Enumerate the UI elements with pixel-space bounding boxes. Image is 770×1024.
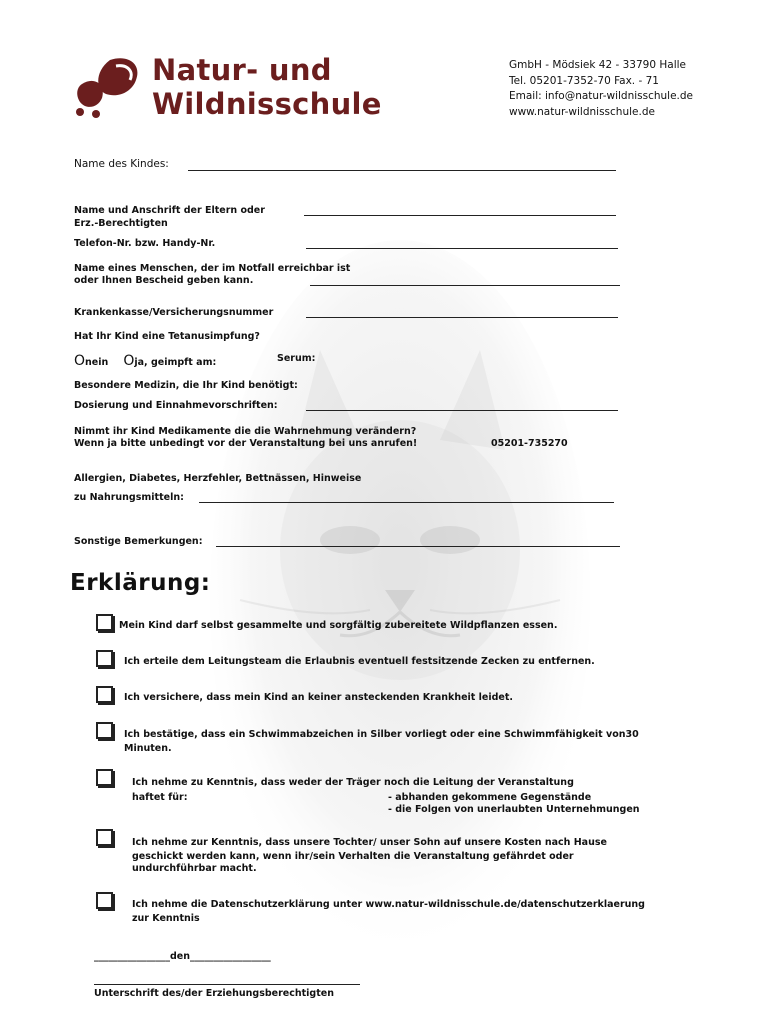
statement-ticks: Ich erteile dem Leitungsteam die Erlaubnis eventuell festsitzende Zecken zu entfernen. xyxy=(124,656,595,667)
allergies-label-line1: Allergien, Diabetes, Herzfehler, Bettnässen, Hinweise xyxy=(74,473,362,484)
declaration-title: Erklärung: xyxy=(70,570,211,596)
signature-field[interactable] xyxy=(94,984,360,985)
signature-caption: Unterschrift des/der Erziehungsberechtigten xyxy=(94,988,334,999)
statement-health: Ich versichere, dass mein Kind an keiner ansteckenden Krankheit leidet. xyxy=(124,692,514,703)
date-line xyxy=(94,950,271,963)
contact-address: GmbH - Mödsiek 42 - 33790 Halle xyxy=(509,59,686,71)
parents-field[interactable] xyxy=(304,215,616,216)
statement-send-home-line3: undurchführbar macht. xyxy=(132,863,257,874)
child-name-label: Name des Kindes: xyxy=(74,158,169,170)
den-label: den xyxy=(170,951,191,962)
checkbox-ticks[interactable] xyxy=(96,650,113,667)
statement-privacy-line1: Ich nehme die Datenschutzerklärung unter www.natur-wildnisschule.de/datenschutzerklaerung xyxy=(132,899,645,910)
emergency-label-line2: oder Ihnen Bescheid geben kann. xyxy=(74,275,254,286)
logo-line2: Wildnisschule xyxy=(152,87,382,121)
emergency-label-line1: Name eines Menschen, der im Notfall erreichbar ist xyxy=(74,263,351,274)
statement-send-home-line1: Ich nehme zur Kenntnis, dass unsere Tochter/ unser Sohn auf unsere Kosten nach Hause xyxy=(132,837,607,848)
emergency-field[interactable] xyxy=(310,285,620,286)
parents-label-line2: Erz.-Berechtigten xyxy=(74,218,168,229)
checkbox-send-home[interactable] xyxy=(96,829,113,846)
date-place-field[interactable]: ________________ xyxy=(94,951,170,962)
checkbox-liability[interactable] xyxy=(96,769,113,786)
statement-liability-line2: haftet für: xyxy=(132,792,188,803)
contact-email: Email: info@natur-wildnisschule.de xyxy=(509,90,694,102)
tetanus-question: Hat Ihr Kind eine Tetanusimpfung? xyxy=(74,331,260,342)
statement-swimming-line1: Ich bestätige, dass ein Schwimmabzeichen in Silber vorliegt oder eine Schwimmfähigkeit von30 xyxy=(124,729,639,740)
insurance-field[interactable] xyxy=(306,317,618,318)
liability-item-lost: - abhanden gekommene Gegenstände xyxy=(388,792,592,803)
date-field[interactable]: _________________ xyxy=(190,951,271,962)
parents-label-line1: Name und Anschrift der Eltern oder xyxy=(74,205,265,216)
statement-wild-plants: Mein Kind darf selbst gesammelte und sorgfältig zubereitete Wildpflanzen essen. xyxy=(119,620,558,631)
checkbox-privacy[interactable] xyxy=(96,892,113,909)
contact-block xyxy=(509,58,693,120)
allergies-field[interactable] xyxy=(199,502,614,503)
logo-line1: Natur- und xyxy=(152,53,332,87)
phone-label: Telefon-Nr. bzw. Handy-Nr. xyxy=(74,238,216,249)
contact-phone: Tel. 05201-7352-70 Fax. - 71 xyxy=(509,74,659,87)
checkbox-health[interactable] xyxy=(96,686,113,703)
perception-line2: Wenn ja bitte unbedingt vor der Veranstaltung bei uns anrufen! xyxy=(74,438,418,449)
statement-liability-line1: Ich nehme zu Kenntnis, dass weder der Träger noch die Leitung der Veranstaltung xyxy=(132,777,574,788)
statement-send-home-line2: geschickt werden kann, wenn ihr/sein Verhalten die Veranstaltung gefährdet oder xyxy=(132,851,574,862)
perception-line1: Nimmt ihr Kind Medikamente die die Wahrnehmung verändern? xyxy=(74,426,417,437)
remarks-label: Sonstige Bemerkungen: xyxy=(74,536,203,547)
tetanus-options xyxy=(74,350,216,369)
checkbox-swimming[interactable] xyxy=(96,722,113,739)
statement-swimming-line2: Minuten. xyxy=(124,743,172,754)
medicine-label: Besondere Medizin, die Ihr Kind benötigt: xyxy=(74,380,298,391)
radio-no-label: nein xyxy=(85,357,109,368)
logo xyxy=(72,52,382,132)
emergency-phone-number: 05201-735270 xyxy=(491,438,568,449)
checkbox-wild-plants[interactable] xyxy=(96,614,113,631)
dosage-field[interactable] xyxy=(306,410,618,411)
dosage-label: Dosierung und Einnahmevorschriften: xyxy=(74,400,278,411)
serum-label: Serum: xyxy=(277,353,316,364)
radio-no[interactable]: O xyxy=(74,353,86,369)
child-name-field[interactable] xyxy=(188,170,616,171)
contact-website: www.natur-wildnisschule.de xyxy=(509,105,655,118)
remarks-field[interactable] xyxy=(216,546,620,547)
phone-field[interactable] xyxy=(306,248,618,249)
radio-yes-label: ja, geimpft am: xyxy=(134,357,217,368)
radio-yes[interactable]: O xyxy=(123,353,135,369)
liability-item-unauthorized: - die Folgen von unerlaubten Unternehmungen xyxy=(388,804,640,815)
insurance-label: Krankenkasse/Versicherungsnummer xyxy=(74,307,274,318)
statement-privacy-line2: zur Kenntnis xyxy=(132,913,200,924)
allergies-label-line2: zu Nahrungsmitteln: xyxy=(74,492,184,503)
footprint-logo-icon xyxy=(72,54,148,118)
